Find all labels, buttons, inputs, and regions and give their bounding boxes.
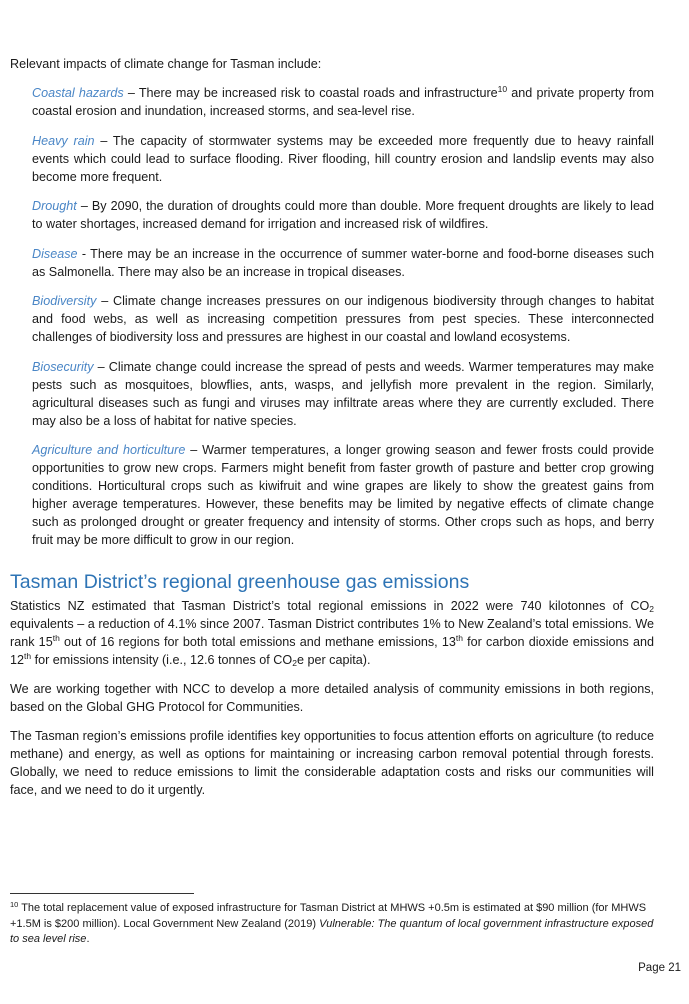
- impact-term: Coastal hazards: [32, 86, 124, 100]
- subscript: 2: [292, 658, 297, 668]
- impact-text: By 2090, the duration of droughts could more than double. More frequent droughts are likely to lead to water shortages, increased demand for irrigation and increased risk of wildfires.: [32, 199, 654, 231]
- footnote-end: .: [86, 933, 90, 945]
- superscript: th: [455, 633, 463, 643]
- impacts-list: [32, 84, 654, 561]
- impact-text: Climate change could increase the spread of pests and weeds. Warmer temperatures may make pests such as mosquitoes, blowflies, ants, wasps, and jellyfish more prevalent in the region. Similarly, agricultural diseases such as fungi and viruses may infiltrate areas where they are currently excluded. There may also be a loss of habitat for native species.: [32, 359, 654, 428]
- section-body: [10, 597, 654, 810]
- ncc-paragraph: We are working together with NCC to develop a more detailed analysis of community emissions in both regions, based on the Global GHG Protocol for Communities.: [10, 682, 654, 714]
- impact-term: Disease: [32, 246, 78, 261]
- emissions-paragraph: [10, 597, 654, 669]
- impact-biosecurity: [32, 358, 654, 430]
- footnote: [10, 901, 654, 948]
- para-text: out of 16 regions for both total emissions and methane emissions, 13: [59, 635, 456, 649]
- impact-separator: -: [77, 246, 91, 261]
- impact-term: Heavy rain: [32, 133, 95, 148]
- profile-paragraph: The Tasman region’s emissions profile identifies key opportunities to focus attention efforts on agriculture (to reduce methane) and energy, as well as options for maintaining or increasing carbon removal potential through forests. Globally, we need to reduce emissions to limit the considerable adaptation costs and risks our communities will face, and we need to do it urgently.: [10, 729, 654, 797]
- footnote-title: Vulnerable: The quantum of local government infrastructure exposed to sea level rise: [10, 917, 654, 945]
- impact-text: Warmer temperatures, a longer growing season and fewer frosts could provide opportunities to grow new crops. Farmers might benefit from faster growth of pasture and better crop growing conditions. Horticultural crops such as kiwifruit and wine grapes are likely to show the greatest gains from higher average temperatures. However, these benefits may be limited by negative effects of climate change such as prolonged drought or greater frequency and intensity of storms. Other crops such as hops, and berry fruit may be more difficult to grow in our region.: [32, 443, 654, 547]
- para-text: Statistics NZ estimated that Tasman District’s total regional emissions in 2022 were 740 kilotonnes of CO: [10, 599, 650, 613]
- intro-text: Relevant impacts of climate change for Tasman include:: [10, 57, 322, 71]
- impact-separator: –: [93, 359, 109, 374]
- para-text: equivalents – a reduction of 4.1% since 2007. Tasman District contributes 1% to New Zealand’s total emissions. We rank 15: [10, 617, 654, 649]
- footnote-number: 10: [10, 900, 19, 909]
- impact-separator: –: [123, 86, 139, 100]
- impact-heavy-rain: [32, 132, 654, 186]
- page-number: Page 21: [638, 962, 681, 974]
- impact-text: and private property from coastal erosion and inundation, increased storms, and sea-level rise.: [32, 86, 655, 118]
- impact-biodiversity: [32, 292, 654, 346]
- subscript: 2: [649, 604, 654, 614]
- impact-term: Biosecurity: [32, 359, 94, 374]
- impact-disease: [32, 245, 654, 281]
- impact-term: Biodiversity: [32, 294, 97, 308]
- impact-drought: [32, 197, 654, 233]
- footnote-divider: [10, 893, 194, 894]
- impact-separator: –: [76, 199, 92, 213]
- footnote-text: The total replacement value of exposed infrastructure for Tasman District at MHWS +0.5m is estimated at $90 million (for MHWS +1.5M is $200 million). Local Government New Zealand (2019): [10, 902, 647, 930]
- impact-text: There may be increased risk to coastal roads and infrastructure: [138, 86, 498, 100]
- superscript: th: [52, 633, 60, 643]
- para-text: e per capita).: [296, 653, 371, 667]
- impact-agriculture-horticulture: [32, 441, 654, 549]
- section-heading: Tasman District’s regional greenhouse gas emissions: [10, 571, 470, 593]
- impact-term: Agriculture and horticulture: [32, 443, 186, 457]
- superscript: th: [24, 651, 32, 661]
- impact-text: There may be an increase in the occurrence of summer water-borne and food-borne diseases such as Salmonella. There may also be an increase in tropical diseases.: [32, 246, 654, 279]
- impact-separator: –: [96, 294, 114, 308]
- impact-text: Climate change increases pressures on our indigenous biodiversity through changes to habitat and food webs, as well as increasing competition pressures from pest species. These interconnected challenges of biodiversity loss and pressures are highest in our coastal and lowland ecosystems.: [32, 294, 654, 344]
- para-text: for emissions intensity (i.e., 12.6 tonnes of CO: [31, 653, 293, 667]
- impact-term: Drought: [32, 199, 77, 213]
- impact-separator: –: [185, 443, 203, 457]
- impact-coastal-hazards: [32, 84, 654, 120]
- footnote-ref: 10: [497, 84, 508, 94]
- impact-separator: –: [94, 133, 113, 148]
- para-text: for carbon dioxide emissions and 12: [10, 635, 654, 667]
- impact-text: The capacity of stormwater systems may be exceeded more frequently due to heavy rainfall events which could lead to surface flooding. River flooding, hill country erosion and landslip events may also become more frequent.: [32, 133, 654, 184]
